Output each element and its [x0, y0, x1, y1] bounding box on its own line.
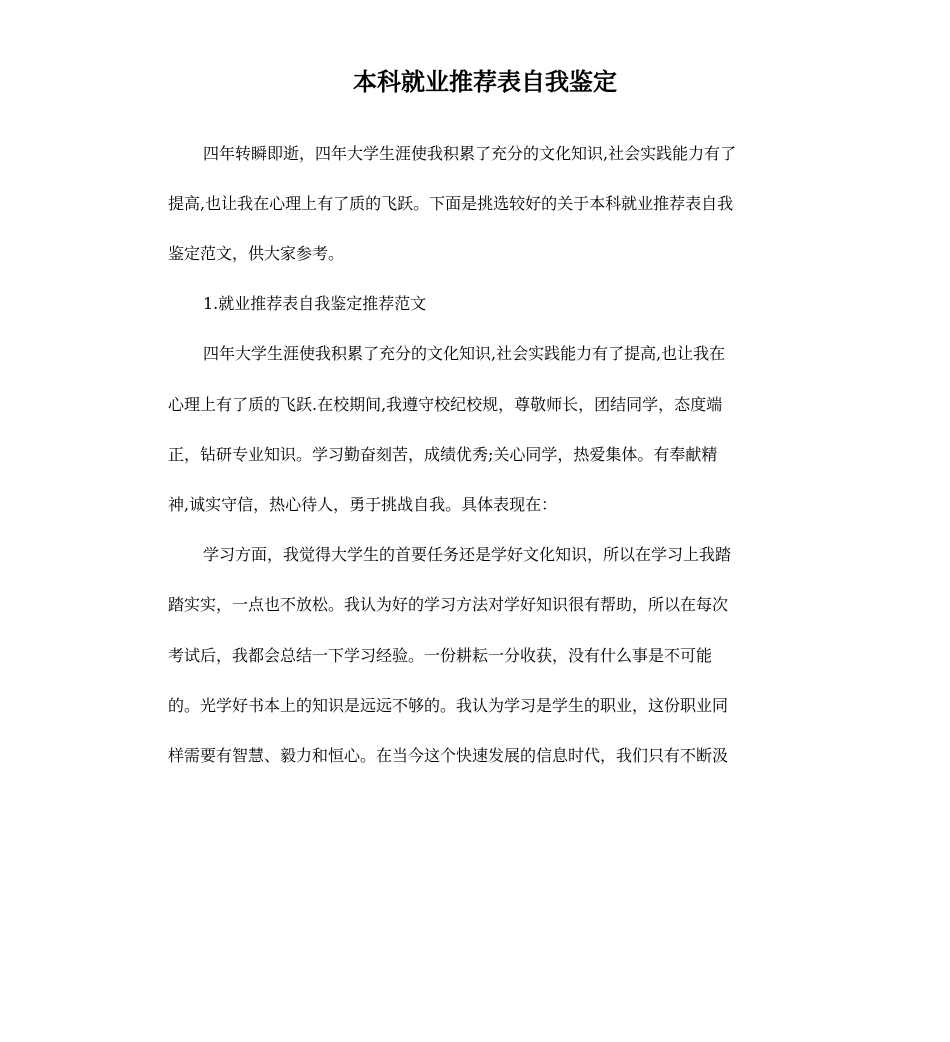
paragraph-2-line-2: 心理上有了质的飞跃.在校期间,我遵守校纪校规，尊敬师长，团结同学，态度端	[168, 395, 723, 414]
paragraph-3-line-4: 的。光学好书本上的知识是远远不够的。我认为学习是学生的职业，这份职业同	[168, 696, 729, 715]
paragraph-2-line-4: 神,诚实守信，热心待人，勇于挑战自我。具体表现在：	[168, 495, 558, 514]
document-title: 本科就业推荐表自我鉴定	[353, 68, 617, 96]
paragraph-3-line-1: 学习方面，我觉得大学生的首要任务还是学好文化知识，所以在学习上我踏	[203, 545, 732, 564]
paragraph-1-line-1: 四年转瞬即逝，四年大学生涯使我积累了充分的文化知识,社会实践能力有了	[203, 144, 737, 163]
paragraph-3-line-2: 踏实实，一点也不放松。我认为好的学习方法对学好知识很有帮助，所以在每次	[168, 595, 729, 614]
paragraph-3-line-3: 考试后，我都会总结一下学习经验。一份耕耘一分收获，没有什么事是不可能	[168, 646, 713, 665]
paragraph-3-line-5: 样需要有智慧、毅力和恒心。在当今这个快速发展的信息时代，我们只有不断汲	[168, 746, 729, 765]
paragraph-1-line-2: 提高,也让我在心理上有了质的飞跃。下面是挑选较好的关于本科就业推荐表自我	[168, 194, 734, 213]
paragraph-2-line-1: 四年大学生涯使我积累了充分的文化知识,社会实践能力有了提高,也让我在	[203, 344, 726, 363]
section-heading: 1.就业推荐表自我鉴定推荐范文	[203, 294, 427, 313]
paragraph-2-line-3: 正，钻研专业知识。学习勤奋刻苦，成绩优秀;关心同学，热爱集体。有奉献精	[168, 445, 718, 464]
paragraph-1-line-3: 鉴定范文，供大家参考。	[168, 244, 345, 263]
